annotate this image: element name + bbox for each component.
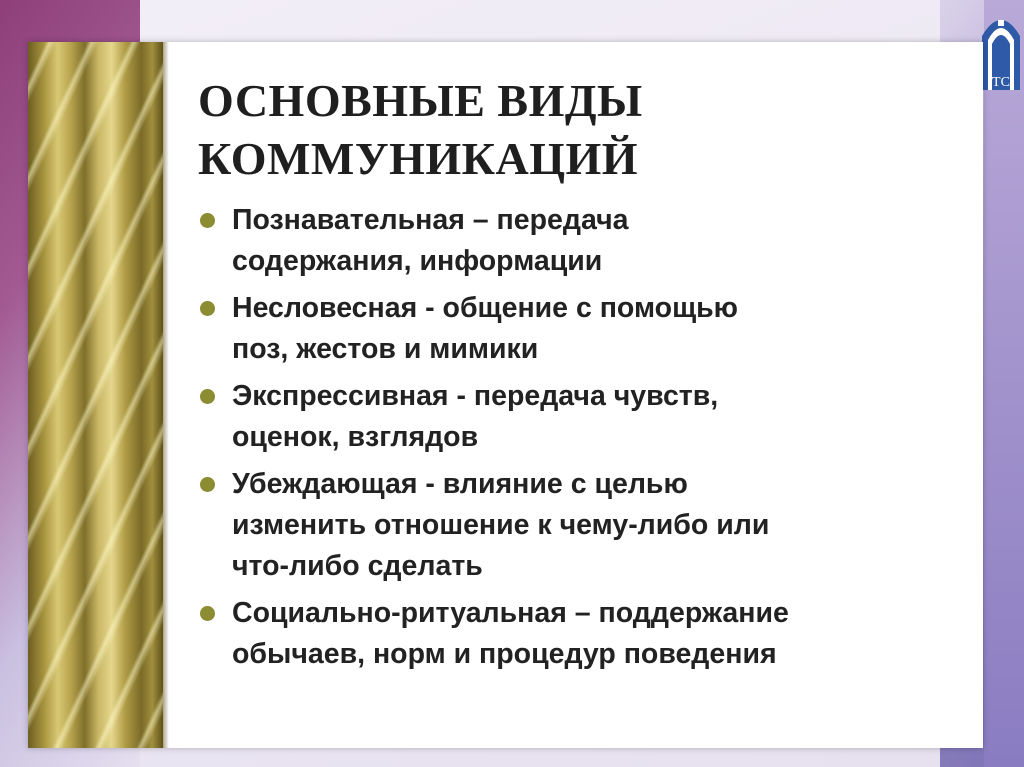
list-item: [198, 593, 978, 675]
list-item-text: Несловесная - общение с помощью поз, жестов и мимики: [232, 292, 738, 365]
title-line: ОСНОВНЫЕ ВИДЫ: [198, 75, 643, 126]
slide: [28, 42, 983, 748]
svg-text:ТС: ТС: [992, 75, 1010, 90]
title-line: КОММУНИКАЦИЙ: [198, 133, 639, 184]
slide-title: [198, 72, 938, 188]
bullet-icon: [200, 389, 215, 404]
list-item: [198, 464, 978, 587]
list-item-text: Убеждающая - влияние с целью изменить отношение к чему-либо или что-либо сделать: [232, 468, 770, 582]
bullet-icon: [200, 606, 215, 621]
list-item-text: Познавательная – передача содержания, информации: [232, 204, 629, 277]
list-item: [198, 200, 978, 282]
emblem-logo: [978, 6, 1024, 92]
bullet-icon: [200, 477, 215, 492]
background-strip: [984, 0, 1024, 767]
communication-types-list: [198, 200, 978, 681]
list-item: [198, 288, 978, 370]
bullet-icon: [200, 301, 215, 316]
list-item-text: Экспрессивная - передача чувств, оценок, взглядов: [232, 380, 719, 453]
column-shadow: [163, 42, 169, 748]
list-item: [198, 376, 978, 458]
bullet-icon: [200, 213, 215, 228]
list-item-text: Социально-ритуальная – поддержание обычаев, норм и процедур поведения: [232, 597, 789, 670]
decorative-gold-column: [28, 42, 163, 748]
